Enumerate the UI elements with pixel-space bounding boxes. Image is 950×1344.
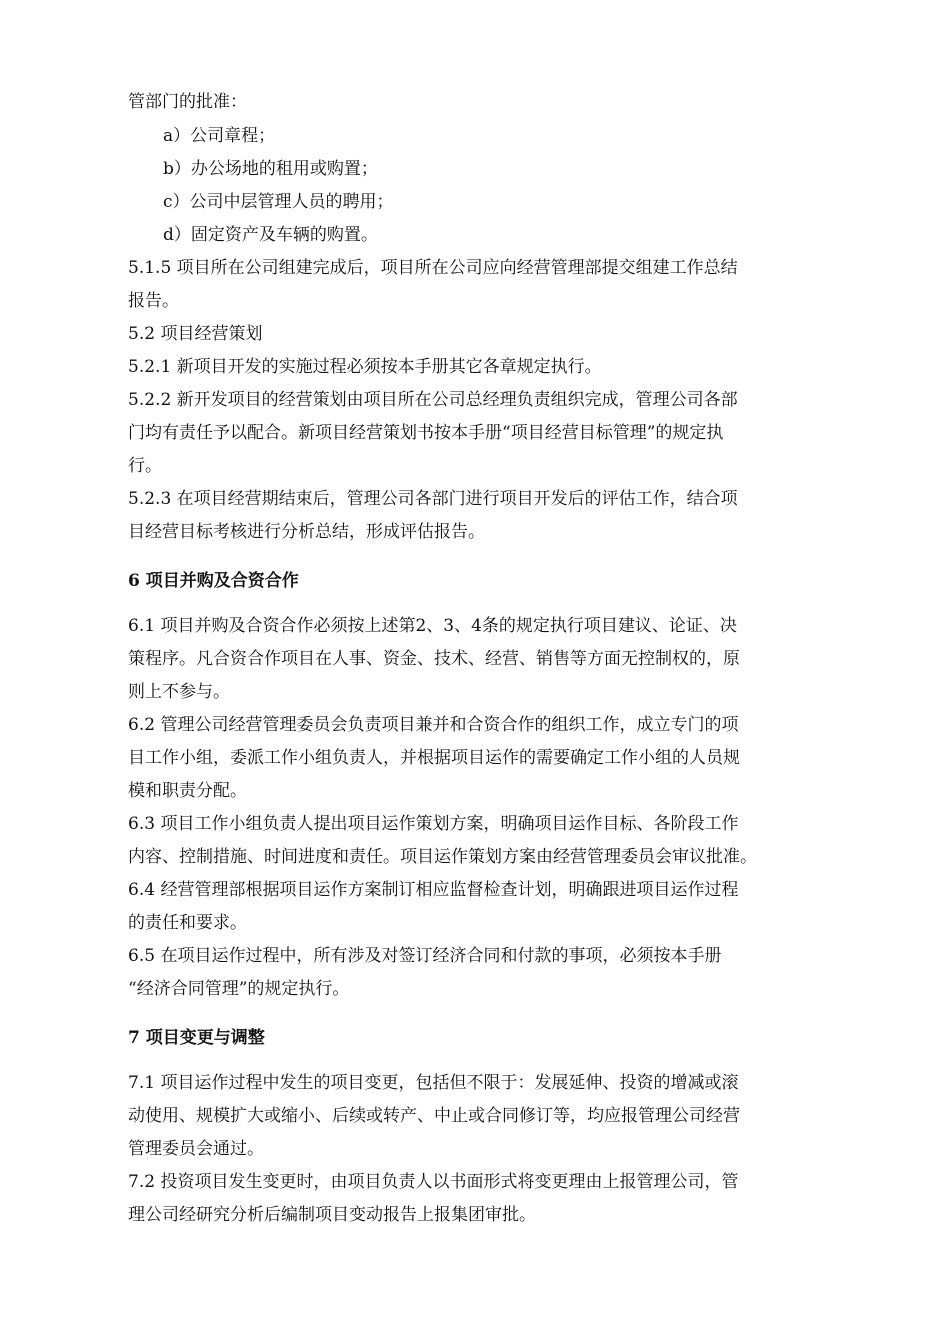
paragraph-line: 内容、控制措施、时间进度和责任。项目运作策划方案由经营管理委员会审议批准。 <box>128 847 757 867</box>
paragraph-line: 的责任和要求。 <box>128 913 247 933</box>
section-heading: 7 项目变更与调整 <box>128 1028 265 1048</box>
paragraph-line: 5.2.3 在项目经营期结束后，管理公司各部门进行项目开发后的评估工作，结合项 <box>128 489 738 509</box>
paragraph-line: 目经营目标考核进行分析总结，形成评估报告。 <box>128 522 485 542</box>
paragraph-line: 报告。 <box>128 291 179 311</box>
paragraph-line: 6.5 在项目运作过程中，所有涉及对签订经济合同和付款的事项，必须按本手册 <box>128 946 722 966</box>
list-item: b）办公场地的租用或购置； <box>163 159 378 179</box>
paragraph-line: 6.2 管理公司经营管理委员会负责项目兼并和合资合作的组织工作，成立专门的项 <box>128 715 739 735</box>
paragraph-line: 5.1.5 项目所在公司组建完成后，项目所在公司应向经营管理部提交组建工作总结 <box>128 258 738 278</box>
paragraph-line: 7.2 投资项目发生变更时，由项目负责人以书面形式将变更理由上报管理公司，管 <box>128 1172 739 1192</box>
paragraph-line: 目工作小组，委派工作小组负责人，并根据项目运作的需要确定工作小组的人员规 <box>128 748 740 768</box>
paragraph-line: 门均有责任予以配合。新项目经营策划书按本手册“项目经营目标管理”的规定执 <box>128 423 724 443</box>
paragraph-line: 模和职责分配。 <box>128 781 247 801</box>
section-heading: 6 项目并购及合资合作 <box>128 571 299 591</box>
paragraph-line: 管理委员会通过。 <box>128 1139 264 1159</box>
paragraph-line: 6.3 项目工作小组负责人提出项目运作策划方案，明确项目运作目标、各阶段工作 <box>128 814 739 834</box>
paragraph-line: “经济合同管理”的规定执行。 <box>128 979 350 999</box>
paragraph-line: 理公司经研究分析后编制项目变动报告上报集团审批。 <box>128 1205 536 1225</box>
paragraph-line: 动使用、规模扩大或缩小、后续或转产、中止或合同修订等，均应报管理公司经营 <box>128 1106 740 1126</box>
paragraph-line: 策程序。凡合资合作项目在人事、资金、技术、经营、销售等方面无控制权的，原 <box>128 649 740 669</box>
paragraph-line: 5.2.2 新开发项目的经营策划由项目所在公司总经理负责组织完成，管理公司各部 <box>128 390 738 410</box>
paragraph-line: 行。 <box>128 456 162 476</box>
list-item: c）公司中层管理人员的聘用； <box>163 192 394 212</box>
paragraph-line: 管部门的批准： <box>128 92 247 112</box>
paragraph-line: 6.1 项目并购及合资合作必须按上述第2、3、4条的规定执行项目建议、论证、决 <box>128 616 737 636</box>
subsection-heading: 5.2 项目经营策划 <box>128 324 263 344</box>
paragraph-line: 6.4 经营管理部根据项目运作方案制订相应监督检查计划，明确跟进项目运作过程 <box>128 880 739 900</box>
list-item: a）公司章程； <box>163 126 276 146</box>
paragraph-line: 则上不参与。 <box>128 682 230 702</box>
paragraph-line: 7.1 项目运作过程中发生的项目变更，包括但不限于：发展延伸、投资的增减或滚 <box>128 1073 739 1093</box>
paragraph-line: 5.2.1 新项目开发的实施过程必须按本手册其它各章规定执行。 <box>128 357 602 377</box>
list-item: d）固定资产及车辆的购置。 <box>163 225 378 245</box>
